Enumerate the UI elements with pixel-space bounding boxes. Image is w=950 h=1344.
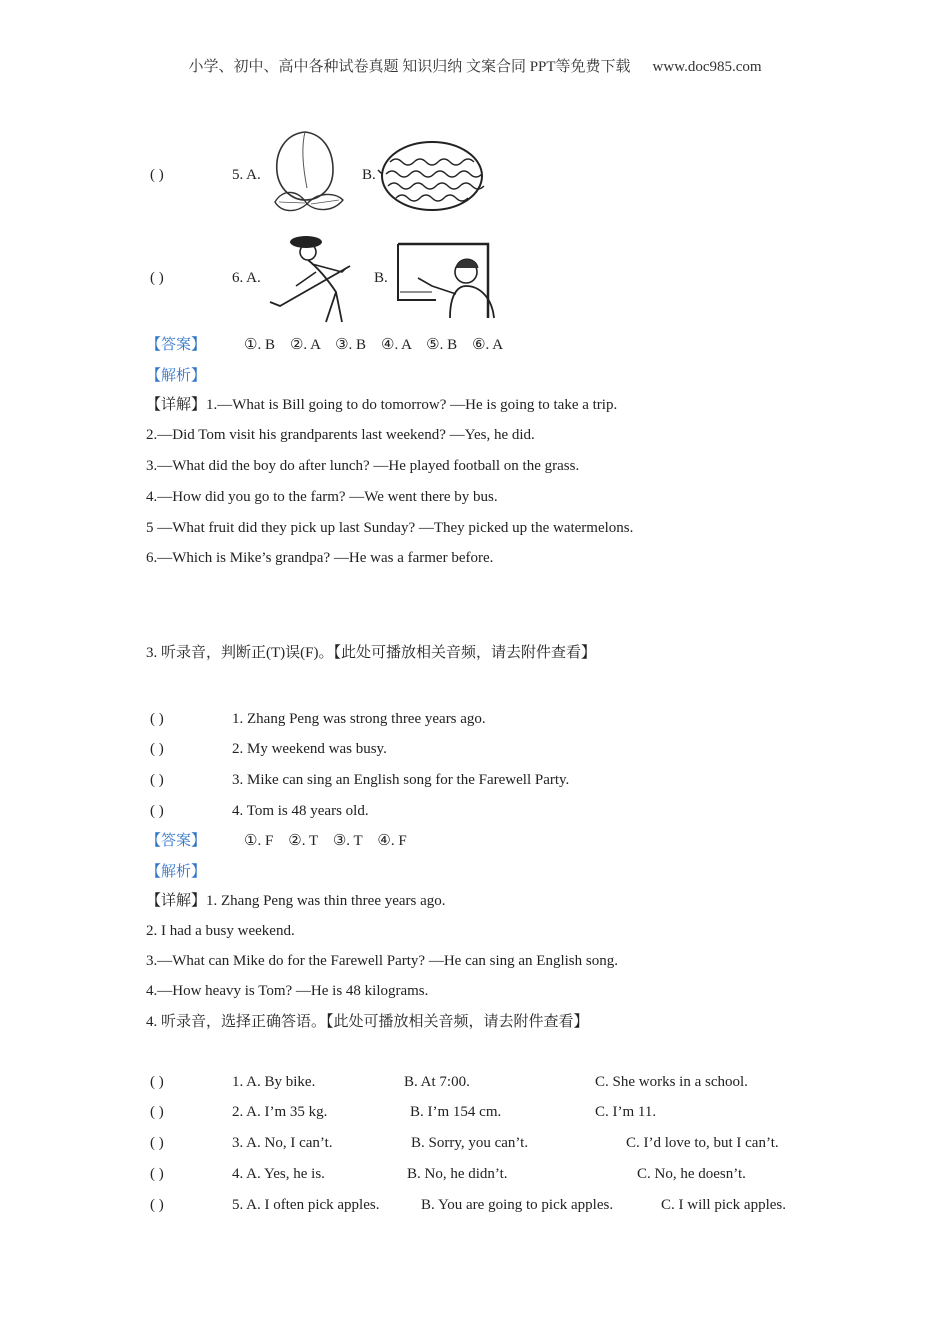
s4-q5-option-b: B. You are going to pick apples.	[421, 1197, 614, 1213]
header-text: 小学、初中、高中各种试卷真题 知识归纳 文案合同 PPT等免费下载	[188, 59, 631, 75]
s4-q3-option-b: B. Sorry, you can’t.	[411, 1135, 529, 1151]
s2-answer-tag: 【答案】	[146, 337, 207, 353]
q5-paren[interactable]: ( )	[150, 167, 164, 183]
page-header	[0, 57, 950, 77]
s3-item-4: 4. Tom is 48 years old.	[232, 803, 369, 819]
s3-item-1: 1. Zhang Peng was strong three years ago.	[232, 711, 486, 727]
s3-answer-tag: 【答案】	[146, 833, 207, 849]
s3-item-2: 2. My weekend was busy.	[232, 741, 387, 757]
s4-q2-option-c: C. I’m 11.	[595, 1104, 657, 1120]
s3-paren-2[interactable]: ( )	[150, 741, 164, 757]
s4-paren-4[interactable]: ( )	[150, 1166, 164, 1182]
s2-detail-6: 6.—Which is Mike’s grandpa? —He was a farmer before.	[146, 550, 494, 566]
s4-q4-option-b: B. No, he didn’t.	[407, 1166, 508, 1182]
s3-paren-4[interactable]: ( )	[150, 803, 164, 819]
s3-detail-1: 1. Zhang Peng was thin three years ago.	[206, 893, 446, 909]
s3-detail-4: 4.—How heavy is Tom? —He is 48 kilograms.	[146, 983, 429, 999]
s2-detail-line	[146, 395, 617, 415]
s4-title: 4. 听录音，选择正确答语。【此处可播放相关音频，请去附件查看】	[146, 1014, 589, 1030]
s4-q1-option-c: C. She works in a school.	[595, 1074, 748, 1090]
s4-q3-option-c: C. I’d love to, but I can’t.	[626, 1135, 779, 1151]
s3-item-3: 3. Mike can sing an English song for the Farewell Party.	[232, 772, 570, 788]
s4-paren-1[interactable]: ( )	[150, 1074, 164, 1090]
s4-q1-option-a: 1. A. By bike.	[232, 1074, 316, 1090]
q5-b-label: B.	[362, 167, 376, 183]
s3-paren-1[interactable]: ( )	[150, 711, 164, 727]
q6-paren[interactable]: ( )	[150, 270, 164, 286]
watermelon-icon[interactable]	[380, 138, 485, 213]
s3-detail-3: 3.—What can Mike do for the Farewell Party? —He can sing an English song.	[146, 953, 618, 969]
s2-detail-4: 4.—How did you go to the farm? —We went there by bus.	[146, 489, 498, 505]
s2-detail-3: 3.—What did the boy do after lunch? —He played football on the grass.	[146, 458, 580, 474]
farmer-icon[interactable]	[266, 232, 366, 324]
s2-detail-2: 2.—Did Tom visit his grandparents last weekend? —Yes, he did.	[146, 427, 535, 443]
teacher-icon[interactable]	[396, 242, 506, 320]
s4-q3-option-a: 3. A. No, I can’t.	[232, 1135, 333, 1151]
s3-paren-3[interactable]: ( )	[150, 772, 164, 788]
s4-q2-option-b: B. I’m 154 cm.	[410, 1104, 502, 1120]
q5-label: 5. A.	[232, 167, 261, 183]
s3-detail-line	[146, 891, 446, 911]
s4-q4-option-c: C. No, he doesn’t.	[637, 1166, 746, 1182]
q6-b-label: B.	[374, 270, 388, 286]
s2-analysis-tag: 【解析】	[146, 368, 207, 384]
s4-q2-option-a: 2. A. I’m 35 kg.	[232, 1104, 328, 1120]
s3-title: 3. 听录音，判断正(T)误(F)。【此处可播放相关音频，请去附件查看】	[146, 645, 596, 661]
s2-answer: ①. B ②. A ③. B ④. A ⑤. B ⑥. A	[244, 337, 504, 353]
s4-q1-option-b: B. At 7:00.	[404, 1074, 470, 1090]
s2-detail-1: 1.—What is Bill going to do tomorrow? —He is going to take a trip.	[206, 397, 618, 413]
s4-q5-option-a: 5. A. I often pick apples.	[232, 1197, 380, 1213]
header-url[interactable]: www.doc985.com	[652, 59, 762, 75]
s3-detail-tag: 【详解】	[146, 893, 207, 909]
s4-q5-option-c: C. I will pick apples.	[661, 1197, 786, 1213]
s3-analysis-tag: 【解析】	[146, 864, 207, 880]
peach-icon[interactable]	[265, 128, 347, 216]
q6-label: 6. A.	[232, 270, 261, 286]
s4-paren-2[interactable]: ( )	[150, 1104, 164, 1120]
s2-detail-tag: 【详解】	[146, 397, 207, 413]
s4-q4-option-a: 4. A. Yes, he is.	[232, 1166, 325, 1182]
s3-detail-2: 2. I had a busy weekend.	[146, 923, 295, 939]
s2-detail-5: 5 —What fruit did they pick up last Sunday? —They picked up the watermelons.	[146, 520, 634, 536]
s3-answer: ①. F ②. T ③. T ④. F	[244, 833, 407, 849]
s4-paren-5[interactable]: ( )	[150, 1197, 164, 1213]
s4-paren-3[interactable]: ( )	[150, 1135, 164, 1151]
